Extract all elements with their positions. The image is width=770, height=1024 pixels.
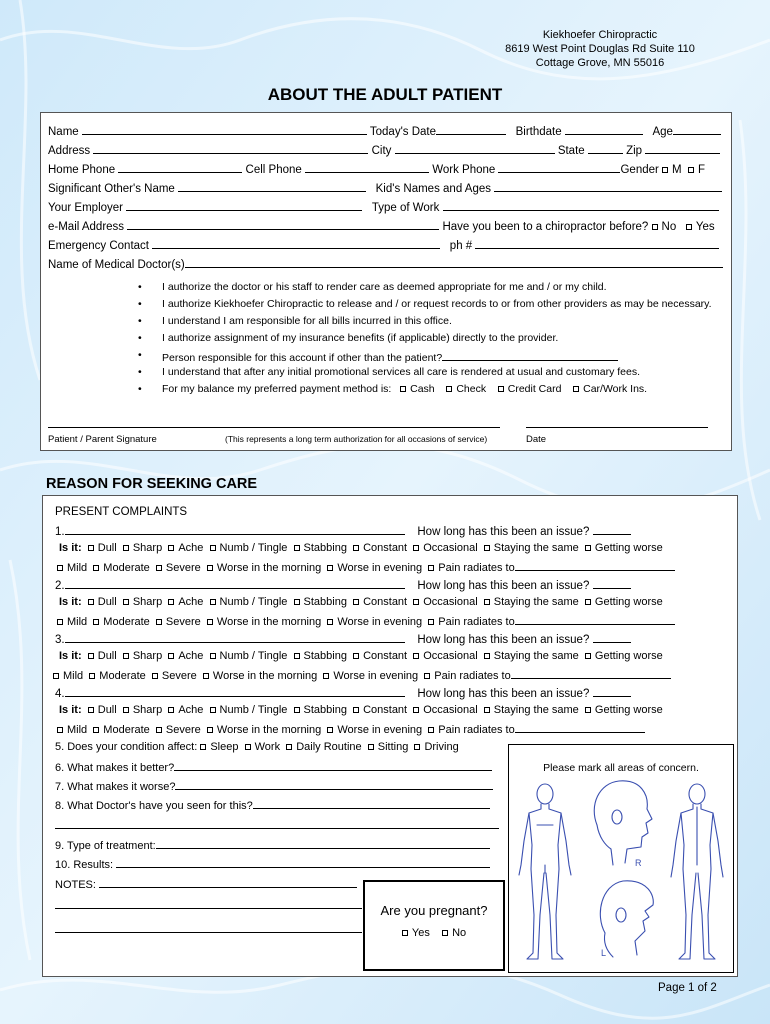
occasional-label: Occasional [423,650,478,662]
worse-morning-label: Worse in the morning [216,562,322,574]
severe-checkbox[interactable] [156,619,162,625]
pregnant-no-checkbox[interactable] [442,930,448,936]
stabbing-checkbox[interactable] [294,653,300,659]
is-it-label: Is it: [59,596,82,608]
dull-checkbox[interactable] [88,653,94,659]
staying-same-label: Staying the same [493,596,579,608]
zip-label: Zip [626,145,643,157]
reason-for-care-section [42,495,738,977]
affect-sitting-checkbox[interactable] [368,744,374,750]
results-label: 10. Results: [55,859,114,871]
notes-line-2[interactable] [55,908,362,909]
ache-checkbox[interactable] [168,545,174,551]
sharp-checkbox[interactable] [123,599,129,605]
notes-line-3[interactable] [55,932,362,933]
authorization-item: • I authorize Kiekhoefer Chiropractic to release and / or request records to or from other providers as may be necessary. [162,298,712,311]
is-it-label: Is it: [59,650,82,662]
employer-field[interactable] [126,199,362,211]
city-label: City [371,145,392,157]
getting-worse-checkbox[interactable] [585,545,591,551]
age-label: Age [652,126,673,138]
gender-f-checkbox[interactable] [688,167,694,173]
pain-radiates-field[interactable] [515,613,675,625]
affect-driving-checkbox[interactable] [414,744,420,750]
chiro-yes-checkbox[interactable] [686,224,692,230]
numb-tingle-checkbox[interactable] [210,653,216,659]
makes-better-field[interactable] [174,759,492,771]
payment-cash-checkbox[interactable] [400,386,406,392]
occasional-checkbox[interactable] [413,653,419,659]
is-it-label: Is it: [59,542,82,554]
page-title: ABOUT THE ADULT PATIENT [267,85,503,104]
constant-checkbox[interactable] [353,545,359,551]
pregnant-yes-checkbox[interactable] [402,930,408,936]
ache-label: Ache [178,542,204,554]
constant-checkbox[interactable] [353,707,359,713]
mild-checkbox[interactable] [57,727,63,733]
doctors-seen-label: 8. What Doctor's have you seen for this? [55,800,253,812]
stabbing-label: Stabbing [303,542,347,554]
makes-worse-label: 7. What makes it worse? [55,781,176,793]
stabbing-label: Stabbing [303,650,347,662]
occasional-checkbox[interactable] [413,599,419,605]
complaint-field[interactable] [65,523,405,535]
pain-radiates-label: Pain radiates to [438,616,515,628]
stabbing-label: Stabbing [303,704,347,716]
condition-affect-label: 5. Does your condition affect: [55,741,198,753]
todays-date-label: Today's Date [369,126,437,138]
complaint-number: 2. [55,580,65,592]
body-back-figure [671,784,723,959]
ache-label: Ache [178,704,204,716]
head-profile-top [594,781,652,865]
gender-m-label: M [672,164,682,176]
occasional-label: Occasional [423,704,478,716]
severe-checkbox[interactable] [152,673,158,679]
dull-label: Dull [97,650,117,662]
responsible-person-label: Person responsible for this account if other than the patient? [162,352,443,364]
pain-radiates-field[interactable] [515,559,675,571]
severe-label: Severe [161,670,197,682]
type-of-work-label: Type of Work [371,202,440,214]
significant-other-label: Significant Other's Name [48,183,175,195]
gender-label: Gender [620,164,659,176]
page-number: Page 1 of 2 [658,982,717,994]
pain-radiates-label: Pain radiates to [438,724,515,736]
payment-check-label: Check [456,383,487,395]
pregnant-question: Are you pregnant? [380,903,488,918]
sharp-checkbox[interactable] [123,545,129,551]
how-long-label: How long has this been an issue? [417,526,590,538]
clinic-address-line2: Cottage Grove, MN 55016 [535,57,665,69]
pregnant-yes-label: Yes [411,927,430,939]
stabbing-checkbox[interactable] [294,707,300,713]
occasional-label: Occasional [423,542,478,554]
numb-tingle-checkbox[interactable] [210,707,216,713]
how-long-label: How long has this been an issue? [417,634,590,646]
kids-label: Kid's Names and Ages [375,183,491,195]
staying-same-checkbox[interactable] [484,599,490,605]
city-field[interactable] [395,142,555,154]
signature-date-line[interactable] [526,427,708,428]
occasional-checkbox[interactable] [413,707,419,713]
mild-checkbox[interactable] [53,673,59,679]
moderate-checkbox[interactable] [93,727,99,733]
complaint-field[interactable] [65,685,405,697]
worse-evening-checkbox[interactable] [323,673,329,679]
zip-field[interactable] [645,142,720,154]
signature-label: Patient / Parent Signature [48,434,157,445]
worse-morning-label: Worse in the morning [216,724,322,736]
address-field[interactable] [93,142,368,154]
getting-worse-label: Getting worse [594,704,663,716]
affect-daily-routine-label: Daily Routine [296,741,362,753]
moderate-label: Moderate [103,724,150,736]
name-label: Name [48,126,79,138]
payment-credit-card-label: Credit Card [507,383,562,395]
ache-label: Ache [178,650,204,662]
pain-radiates-checkbox[interactable] [424,673,430,679]
getting-worse-label: Getting worse [594,650,663,662]
pain-radiates-checkbox[interactable] [428,565,434,571]
body-diagram[interactable] [509,745,733,972]
complaint-number: 1. [55,526,65,538]
chiro-no-checkbox[interactable] [652,224,658,230]
stabbing-checkbox[interactable] [294,599,300,605]
right-marker-text: R [635,858,642,868]
mild-checkbox[interactable] [57,619,63,625]
mild-label: Mild [63,670,84,682]
complaint-field[interactable] [65,631,405,643]
sharp-checkbox[interactable] [123,653,129,659]
payment-cash-label: Cash [410,383,435,395]
payment-credit-card-checkbox[interactable] [498,386,504,392]
pregnant-options [365,927,503,939]
pain-radiates-label: Pain radiates to [438,562,515,574]
ache-checkbox[interactable] [168,653,174,659]
pregnant-no-label: No [452,927,467,939]
home-phone-label: Home Phone [48,164,116,176]
patient-info-section [40,112,732,451]
present-complaints-label: PRESENT COMPLAINTS [55,506,188,518]
notes-field[interactable] [99,876,357,888]
how-long-field[interactable] [593,685,631,697]
authorization-item: • I authorize assignment of my insurance benefits (if applicable) directly to the provider. [162,332,558,345]
worse-evening-label: Worse in evening [337,724,423,736]
mild-label: Mild [67,616,88,628]
staying-same-checkbox[interactable] [484,545,490,551]
affect-daily-routine-checkbox[interactable] [286,744,292,750]
complaint-number: 3. [55,634,65,646]
getting-worse-label: Getting worse [594,596,663,608]
mild-checkbox[interactable] [57,565,63,571]
birthdate-label: Birthdate [515,126,562,138]
signature-date-label: Date [526,434,547,445]
cell-phone-label: Cell Phone [245,164,302,176]
dull-label: Dull [97,596,117,608]
worse-evening-checkbox[interactable] [327,565,333,571]
affect-driving-label: Driving [424,741,459,753]
dull-label: Dull [97,704,117,716]
chiro-no-label: No [661,221,677,233]
signature-note: (This represents a long term authorization for all occasions of service) [225,434,488,444]
constant-label: Constant [363,542,408,554]
clinic-address-line1: 8619 West Point Douglas Rd Suite 110 [505,43,695,55]
complaint-number: 4. [55,688,65,700]
ache-label: Ache [178,596,204,608]
affect-work-checkbox[interactable] [245,744,251,750]
authorization-item: • I authorize the doctor or his staff to render care as deemed appropriate for me and / or my child. [162,281,607,294]
severe-label: Severe [165,562,201,574]
email-label: e-Mail Address [48,221,125,233]
how-long-field[interactable] [593,577,631,589]
payment-check-checkbox[interactable] [446,386,452,392]
numb-tingle-label: Numb / Tingle [219,650,288,662]
dull-label: Dull [97,542,117,554]
authorization-item: • I understand that after any initial promotional services all care is rendered at usual and customary fees. [162,366,640,379]
severe-checkbox[interactable] [156,727,162,733]
signature-line[interactable] [48,427,500,428]
numb-tingle-label: Numb / Tingle [219,542,288,554]
worse-morning-checkbox[interactable] [207,565,213,571]
affect-sitting-label: Sitting [377,741,409,753]
address-label: Address [48,145,91,157]
employer-label: Your Employer [48,202,124,214]
worse-morning-label: Worse in the morning [216,616,322,628]
staying-same-label: Staying the same [493,650,579,662]
staying-same-label: Staying the same [493,542,579,554]
moderate-checkbox[interactable] [89,673,95,679]
getting-worse-checkbox[interactable] [585,707,591,713]
pain-radiates-field[interactable] [511,667,671,679]
moderate-checkbox[interactable] [93,565,99,571]
medical-doctor-field[interactable] [185,256,723,268]
responsible-person-field[interactable] [442,349,618,361]
sharp-checkbox[interactable] [123,707,129,713]
gender-m-checkbox[interactable] [662,167,668,173]
name-field[interactable] [82,123,367,135]
getting-worse-label: Getting worse [594,542,663,554]
emergency-contact-field[interactable] [152,237,440,249]
pain-radiates-checkbox[interactable] [428,619,434,625]
affect-sleep-label: Sleep [210,741,239,753]
medical-doctor-label: Name of Medical Doctor(s) [48,259,185,271]
numb-tingle-label: Numb / Tingle [219,596,288,608]
reason-section-title: REASON FOR SEEKING CARE [46,476,258,492]
staying-same-checkbox[interactable] [484,653,490,659]
how-long-label: How long has this been an issue? [417,688,590,700]
moderate-label: Moderate [103,616,150,628]
payment-insurance-checkbox[interactable] [573,386,579,392]
affect-work-label: Work [254,741,281,753]
severe-label: Severe [165,616,201,628]
makes-worse-field[interactable] [175,778,493,790]
email-field[interactable] [127,218,439,230]
state-field[interactable] [588,142,623,154]
work-phone-field[interactable] [498,161,620,173]
pain-radiates-checkbox[interactable] [428,727,434,733]
how-long-field[interactable] [593,523,631,535]
clinic-name: Kiekhoefer Chiropractic [542,29,658,41]
moderate-label: Moderate [99,670,146,682]
doctors-seen-field[interactable] [253,797,490,809]
how-long-field[interactable] [593,631,631,643]
stabbing-label: Stabbing [303,596,347,608]
worse-morning-checkbox[interactable] [203,673,209,679]
emergency-phone-field[interactable] [475,237,719,249]
affect-sleep-checkbox[interactable] [200,744,206,750]
moderate-checkbox[interactable] [93,619,99,625]
severe-checkbox[interactable] [156,565,162,571]
constant-checkbox[interactable] [353,653,359,659]
complaint-field[interactable] [65,577,405,589]
worse-evening-checkbox[interactable] [327,727,333,733]
state-label: State [557,145,585,157]
home-phone-field[interactable] [118,161,242,173]
stabbing-checkbox[interactable] [294,545,300,551]
is-it-label: Is it: [59,704,82,716]
getting-worse-checkbox[interactable] [585,599,591,605]
constant-checkbox[interactable] [353,599,359,605]
numb-tingle-checkbox[interactable] [210,545,216,551]
pain-radiates-field[interactable] [515,721,645,733]
notes-label: NOTES: [55,879,96,891]
worse-evening-label: Worse in evening [333,670,419,682]
emergency-contact-label: Emergency Contact [48,240,149,252]
gender-f-label: F [698,164,706,176]
treatment-type-field[interactable] [156,837,490,849]
staying-same-label: Staying the same [493,704,579,716]
constant-label: Constant [363,596,408,608]
mild-label: Mild [67,562,88,574]
treatment-type-label: 9. Type of treatment: [55,840,156,852]
body-front-figure [519,784,571,959]
moderate-label: Moderate [103,562,150,574]
todays-date-field[interactable] [436,123,506,135]
mild-label: Mild [67,724,88,736]
numb-tingle-label: Numb / Tingle [219,704,288,716]
ache-checkbox[interactable] [168,707,174,713]
worse-evening-label: Worse in evening [337,616,423,628]
head-profile-bottom [600,881,653,957]
severe-label: Severe [165,724,201,736]
worse-morning-checkbox[interactable] [207,619,213,625]
constant-label: Constant [363,650,408,662]
body-chart-label: Please mark all areas of concern. [543,762,699,774]
sharp-label: Sharp [132,596,163,608]
numb-tingle-checkbox[interactable] [210,599,216,605]
authorization-item-responsible [162,349,618,365]
payment-method-label: For my balance my preferred payment method is: [162,383,392,395]
worse-morning-label: Worse in the morning [212,670,318,682]
makes-better-label: 6. What makes it better? [55,762,175,774]
sharp-label: Sharp [132,542,163,554]
pregnancy-box [363,880,505,971]
ache-checkbox[interactable] [168,599,174,605]
work-phone-label: Work Phone [432,164,496,176]
age-field[interactable] [673,123,721,135]
type-of-work-field[interactable] [443,199,719,211]
body-chart-box [508,744,734,973]
authorization-item-payment [162,383,647,396]
birthdate-field[interactable] [565,123,643,135]
results-field[interactable] [116,856,490,868]
occasional-label: Occasional [423,596,478,608]
pain-radiates-label: Pain radiates to [434,670,511,682]
clinic-header [500,28,700,70]
worse-evening-checkbox[interactable] [327,619,333,625]
been-to-chiro-label: Have you been to a chiropractor before? [442,221,649,233]
getting-worse-checkbox[interactable] [585,653,591,659]
significant-other-field[interactable] [178,180,366,192]
worse-evening-label: Worse in evening [337,562,423,574]
sharp-label: Sharp [132,650,163,662]
kids-field[interactable] [494,180,722,192]
staying-same-checkbox[interactable] [484,707,490,713]
cell-phone-field[interactable] [305,161,429,173]
sharp-label: Sharp [132,704,163,716]
doctors-seen-extra-line[interactable] [55,828,499,829]
left-marker-text: L [601,948,607,958]
occasional-checkbox[interactable] [413,545,419,551]
constant-label: Constant [363,704,408,716]
chiro-yes-label: Yes [695,221,715,233]
dull-checkbox[interactable] [88,707,94,713]
worse-morning-checkbox[interactable] [207,727,213,733]
emergency-phone-label: ph # [449,240,473,252]
dull-checkbox[interactable] [88,599,94,605]
dull-checkbox[interactable] [88,545,94,551]
how-long-label: How long has this been an issue? [417,580,590,592]
payment-insurance-label: Car/Work Ins. [583,383,648,395]
authorization-item: • I understand I am responsible for all bills incurred in this office. [162,315,452,328]
